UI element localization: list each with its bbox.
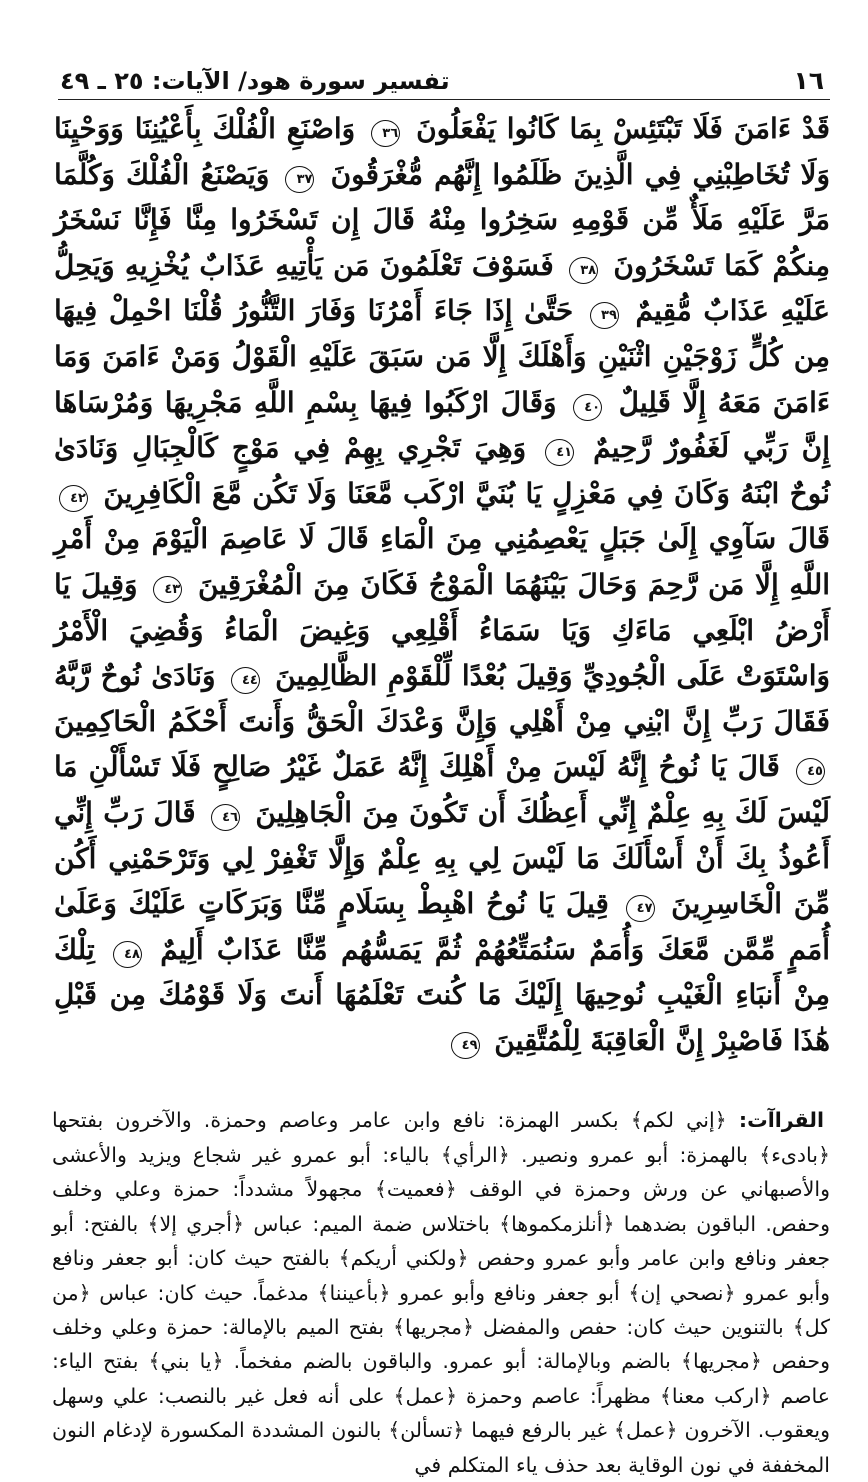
verse-number-marker: ٤٩: [451, 1032, 480, 1059]
chapter-title: تفسير سورة هود/ الآيات: ٢٥ ـ ٤٩: [60, 67, 450, 95]
verse-number-marker: ٤٥: [796, 758, 825, 785]
verse-text: قِيلَ يَا نُوحُ اهْبِطْ بِسَلَامٍ مِّنَّا وَبَرَكَاتٍ عَلَيْكَ وَعَلَىٰ أُمَمٍ مِّمَّن مَّعَكَ وَأُمَمٌ سَنُمَتِّعُهُمْ ثُمَّ يَمَسُّهُم مِّنَّا عَذَابٌ أَلِيمٌ: [54, 887, 831, 966]
verse-text: وَقِيلَ يَا أَرْضُ ابْلَعِي مَاءَكِ وَيَا سَمَاءُ أَقْلِعِي وَغِيضَ الْمَاءُ وَقُضِيَ الْأَمْرُ وَاسْتَوَتْ عَلَى الْجُودِيِّ وَقِيلَ بُعْدًا لِّلْقَوْمِ الظَّالِمِينَ: [54, 567, 830, 693]
verse-text: حَتَّىٰ إِذَا جَاءَ أَمْرُنَا وَفَارَ التَّنُّورُ قُلْنَا احْمِلْ فِيهَا مِن كُلٍّ زَوْجَيْنِ اثْنَيْنِ وَأَهْلَكَ إِلَّا مَن سَبَقَ عَلَيْهِ الْقَوْلُ وَمَنْ ءَامَنَ وَمَا ءَامَنَ مَعَهُ إِلَّا قَلِيلٌ: [54, 294, 831, 419]
verse-number-marker: ٤٧: [626, 895, 655, 922]
verse-text: فَسَوْفَ تَعْلَمُونَ مَن يَأْتِيهِ عَذَابٌ يُخْزِيهِ وَيَحِلُّ عَلَيْهِ عَذَابٌ مُّقِيمٌ: [54, 248, 831, 328]
verse-number-marker: ٤١: [545, 439, 574, 466]
verse-text: وَيَصْنَعُ الْفُلْكَ وَكُلَّمَا مَرَّ عَلَيْهِ مَلَأٌ مِّن قَوْمِهِ سَخِرُوا مِنْهُ قَالَ إِن تَسْخَرُوا مِنَّا فَإِنَّا نَسْخَرُ مِنكُمْ كَمَا تَسْخَرُونَ: [54, 157, 831, 282]
verse-number-marker: ٣٩: [590, 302, 619, 329]
verse-text: تِلْكَ مِنْ أَنبَاءِ الْغَيْبِ نُوحِيهَا إِلَيْكَ مَا كُنتَ تَعْلَمُهَا أَنتَ وَلَا قَوْمُكَ مِن قَبْلِ هَٰذَا فَاصْبِرْ إِنَّ الْعَاقِبَةَ لِلْمُتَّقِينَ: [54, 932, 830, 1057]
verse-number-marker: ٣٨: [569, 257, 598, 284]
commentary-heading: القراآت:: [738, 1108, 824, 1133]
verse-text: قَالَ رَبِّ إِنِّي أَعُوذُ بِكَ أَنْ أَسْأَلَكَ مَا لَيْسَ لِي بِهِ عِلْمٌ وَإِلَّا تَغْفِرْ لِي وَتَرْحَمْنِي أَكُن مِّنَ الْخَاسِرِينَ: [54, 795, 831, 921]
verse-text: وَاصْنَعِ الْفُلْكَ بِأَعْيُنِنَا وَوَحْيِنَا وَلَا تُخَاطِبْنِي فِي الَّذِينَ ظَلَمُوا إِنَّهُم مُّغْرَقُونَ: [54, 112, 831, 191]
running-header: [58, 66, 830, 100]
verse-text: قَالَ سَآوِي إِلَىٰ جَبَلٍ يَعْصِمُنِي مِنَ الْمَاءِ قَالَ لَا عَاصِمَ الْيَوْمَ مِنْ أَمْرِ اللَّهِ إِلَّا مَن رَّحِمَ وَحَالَ بَيْنَهُمَا الْمَوْجُ فَكَانَ مِنَ الْمُغْرَقِينَ: [54, 522, 831, 601]
verse-number-marker: ٣٧: [285, 166, 314, 193]
verse-number-marker: ٤٦: [211, 804, 240, 831]
verse-number-marker: ٣٦: [371, 120, 400, 147]
verse-number-marker: ٤٤: [231, 667, 260, 694]
verse-number-marker: ٤٠: [573, 394, 602, 421]
readings-commentary: [52, 1103, 830, 1481]
verse-text: قَدْ ءَامَنَ فَلَا تَبْتَئِسْ بِمَا كَانُوا يَفْعَلُونَ: [416, 112, 830, 145]
commentary-text: ﴿إني لكم﴾ بكسر الهمزة: نافع وابن عامر وعاصم وحمزة. والآخرون بفتحها ﴿بادىء﴾ بالهمزة: أبو عمرو ونصير. ﴿الرأي﴾ بالياء: أبو عمرو غير شجاع ويزيد والأعشى والأصبهاني عن ورش وحمزة في الوقف ﴿فعميت﴾ مجهولاً مشدداً: حمزة وعلي وخلف وحفص. الباقون بضدهما ﴿أنلزمكموها﴾ باختلاس ضمة الميم: عباس ﴿أجري إلا﴾ بالفتح: أبو جعفر ونافع وابن عامر وأبو عمرو وحفص ﴿ولكني أريكم﴾ بالفتح حيث كان: أبو جعفر ونافع وأبو عمرو ﴿نصحي إن﴾ أبو جعفر ونافع وأبو عمرو ﴿بأعيننا﴾ مدغماً. حيث كان: عباس ﴿من كل﴾ بالتنوين حيث كان: حفص والمفضل ﴿مجريها﴾ بفتح الميم بالإمالة: حمزة وعلي وخلف وحفص ﴿مجريها﴾ بالضم وبالإمالة: أبو عمرو. والباقون بالضم مفخماً. ﴿يا بني﴾ بفتح الياء: عاصم ﴿اركب معنا﴾ مظهراً: عاصم وحمزة ﴿عمل﴾ على أنه فعل غير بالنصب: علي وسهل ويعقوب. الآخرون ﴿عمل﴾ غير بالرفع فيهما ﴿تسألن﴾ بالنون المشددة المكسورة لإدغام النون المخففة في نون الوقاية بعد حذف ياء المتكلم في: [52, 1108, 830, 1477]
verse-text: وَهِيَ تَجْرِي بِهِمْ فِي مَوْجٍ كَالْجِبَالِ وَنَادَىٰ نُوحٌ ابْنَهُ وَكَانَ فِي مَعْزِلٍ يَا بُنَيَّ ارْكَب مَّعَنَا وَلَا تَكُن مَّعَ الْكَافِرِينَ: [54, 431, 831, 510]
page-number: ١٦: [793, 66, 824, 95]
quran-verses-block: [54, 106, 830, 1063]
verse-number-marker: ٤٢: [59, 485, 88, 512]
verse-number-marker: ٤٣: [153, 576, 182, 603]
verse-text: وَقَالَ ارْكَبُوا فِيهَا بِسْمِ اللَّهِ مَجْرِيهَا وَمُرْسَاهَا إِنَّ رَبِّي لَغَفُورٌ رَّحِيمٌ: [54, 385, 831, 465]
verse-text: وَنَادَىٰ نُوحٌ رَّبَّهُ فَقَالَ رَبِّ إِنَّ ابْنِي مِنْ أَهْلِي وَإِنَّ وَعْدَكَ الْحَقُّ وَأَنتَ أَحْكَمُ الْحَاكِمِينَ: [54, 659, 830, 738]
verse-text: قَالَ يَا نُوحُ إِنَّهُ لَيْسَ مِنْ أَهْلِكَ إِنَّهُ عَمَلٌ غَيْرُ صَالِحٍ فَلَا تَسْأَلْنِ مَا لَيْسَ لَكَ بِهِ عِلْمٌ إِنِّي أَعِظُكَ أَن تَكُونَ مِنَ الْجَاهِلِينَ: [54, 750, 831, 829]
verse-number-marker: ٤٨: [113, 941, 142, 968]
